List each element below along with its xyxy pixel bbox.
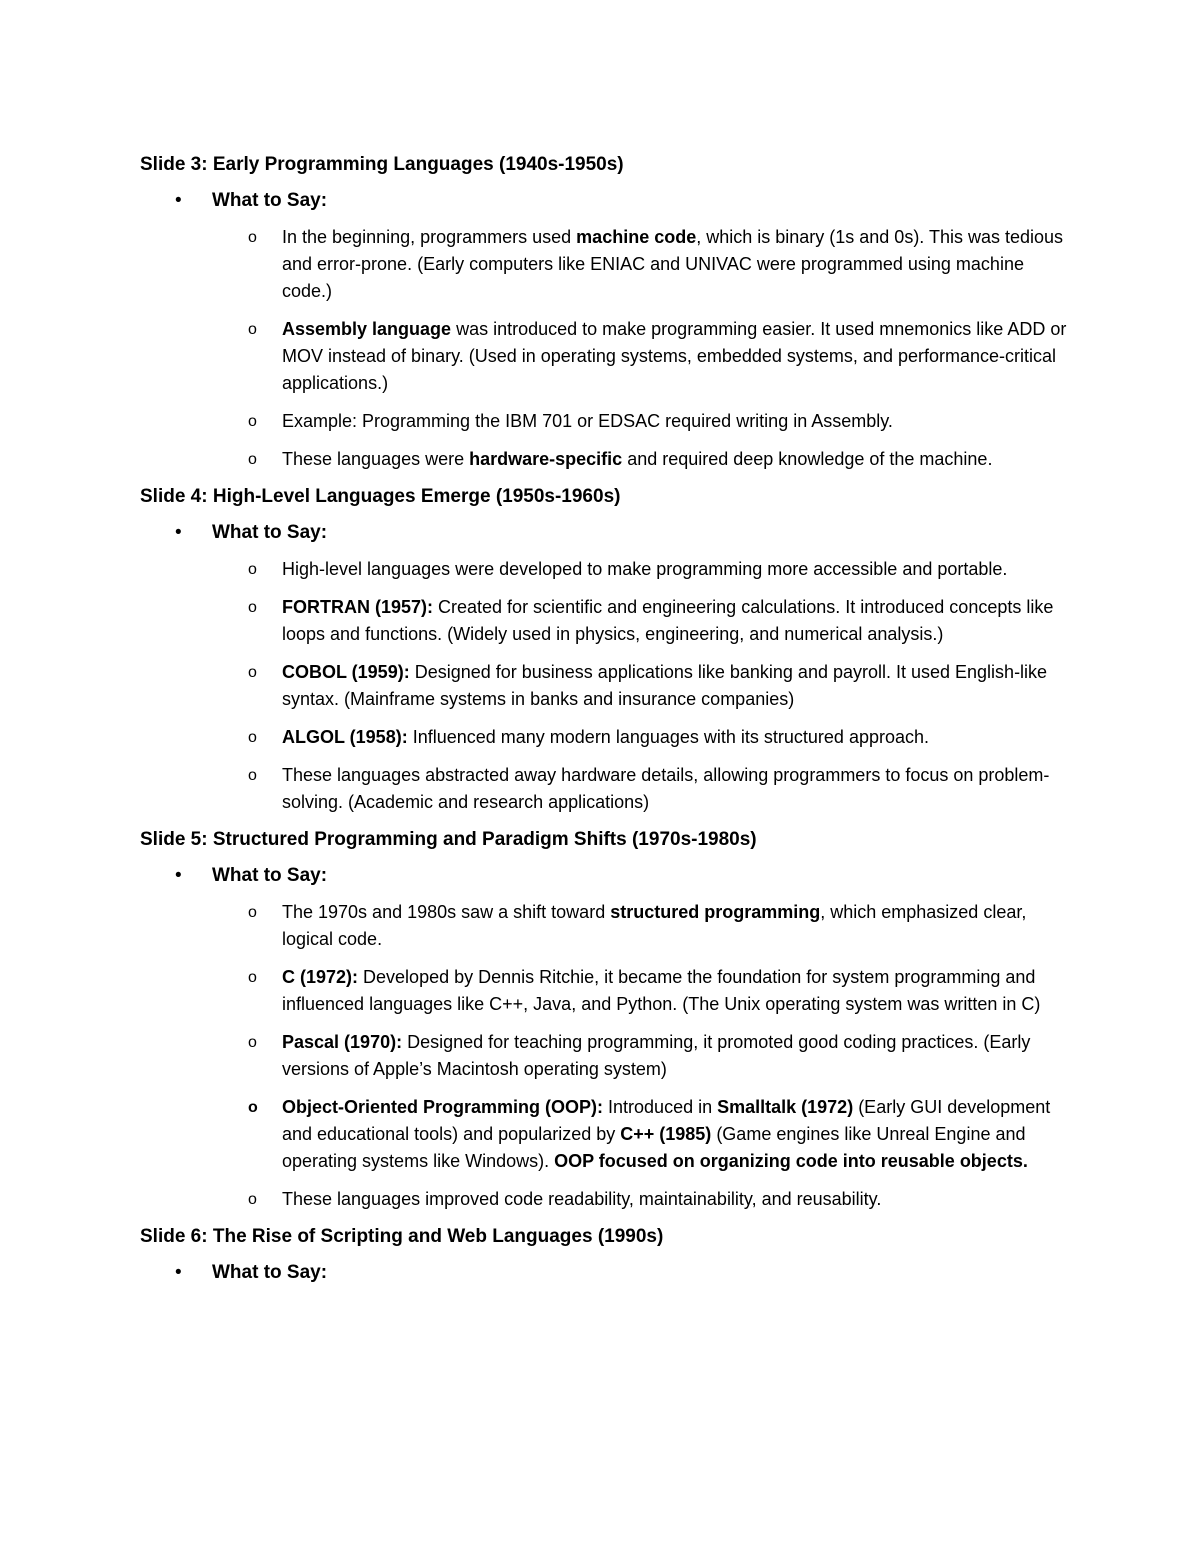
point-text: In the beginning, programmers used <box>282 227 577 247</box>
point-text: These languages improved code readability, maintainability, and reusability. <box>282 1189 882 1209</box>
slide-title: Slide 4: High-Level Languages Emerge (1950s-1960s) <box>140 486 621 507</box>
point-text: and required deep knowledge of the machine. <box>622 449 993 469</box>
talking-point <box>248 594 1070 648</box>
point-text: Introduced in <box>603 1097 718 1117</box>
talking-point <box>248 659 1070 713</box>
what-to-say-bullet: • What to Say: <box>212 1260 1070 1286</box>
point-text: These languages abstracted away hardware details, allowing programmers to focus on problem-solving. (Academic and research applications) <box>282 765 1050 812</box>
slide-section <box>140 152 1070 473</box>
talking-point <box>248 408 1070 435</box>
bold-term: C (1972): <box>282 967 359 987</box>
talking-point <box>248 446 1070 473</box>
point-text: Influenced many modern languages with its structured approach. <box>407 727 929 747</box>
sub-bullet-marker: o <box>248 1099 258 1116</box>
slide-section <box>140 1224 1070 1286</box>
sub-bullet-marker: o <box>248 664 257 681</box>
bold-term: structured programming <box>610 902 821 922</box>
bold-term: Pascal (1970): <box>282 1032 403 1052</box>
point-text: , which is binary (1s and 0s). This was tedious and error-prone. (Early computers like ENIAC and UNIVAC were programmed using machine code.) <box>282 227 1064 301</box>
point-text: was introduced to make programming easier. It used mnemonics like ADD or MOV instead of binary. (Used in operating systems, embedded systems, and performance-critical applications.) <box>282 319 1067 393</box>
talking-point <box>248 1094 1070 1175</box>
talking-point <box>248 556 1070 583</box>
sub-bullet-marker: o <box>248 904 257 921</box>
what-to-say-bullet: • What to Say: <box>212 188 1070 214</box>
talking-points-list <box>140 556 1070 816</box>
bold-term: OOP focused on organizing code into reusable objects. <box>554 1151 1028 1171</box>
point-text: High-level languages were developed to make programming more accessible and portable. <box>282 559 1008 579</box>
sub-bullet-marker: o <box>248 729 257 746</box>
point-text: Developed by Dennis Ritchie, it became the foundation for system programming and influenced languages like C++, Java, and Python. (The Unix operating system was written in C) <box>282 967 1041 1014</box>
slide-title: Slide 5: Structured Programming and Paradigm Shifts (1970s-1980s) <box>140 829 757 850</box>
document-page <box>140 152 1070 1296</box>
point-text: Designed for teaching programming, it promoted good coding practices. (Early versions of Apple’s Macintosh operating system) <box>282 1032 1031 1079</box>
point-text: (Game engines like Unreal Engine and operating systems like Windows). <box>282 1124 1026 1171</box>
talking-point <box>248 964 1070 1018</box>
talking-points-list <box>140 899 1070 1213</box>
bold-term: machine code <box>576 227 697 247</box>
talking-point <box>248 316 1070 397</box>
sub-bullet-marker: o <box>248 561 257 578</box>
bold-term: hardware-specific <box>469 449 623 469</box>
bold-term: COBOL (1959): <box>282 662 410 682</box>
talking-point <box>248 1029 1070 1083</box>
bold-term: Smalltalk (1972) <box>717 1097 854 1117</box>
talking-point <box>248 762 1070 816</box>
sub-bullet-marker: o <box>248 767 257 784</box>
bold-term: ALGOL (1958): <box>282 727 408 747</box>
point-text: , which emphasized clear, logical code. <box>282 902 1027 949</box>
what-to-say-bullet: • What to Say: <box>212 863 1070 889</box>
sub-bullet-marker: o <box>248 229 257 246</box>
point-text: (Early GUI development and educational tools) and popularized by <box>282 1097 1051 1144</box>
point-text: Example: Programming the IBM 701 or EDSAC required writing in Assembly. <box>282 411 893 431</box>
slide-title: Slide 6: The Rise of Scripting and Web Languages (1990s) <box>140 1226 664 1247</box>
talking-points-list <box>140 224 1070 473</box>
bold-term: Assembly language <box>282 319 452 339</box>
talking-point <box>248 1186 1070 1213</box>
sub-bullet-marker: o <box>248 413 257 430</box>
point-text: Created for scientific and engineering calculations. It introduced concepts like loops and functions. (Widely used in physics, engineering, and numerical analysis.) <box>282 597 1054 644</box>
talking-point <box>248 224 1070 305</box>
bold-term: Object-Oriented Programming (OOP): <box>282 1097 604 1117</box>
sub-bullet-marker: o <box>248 969 257 986</box>
talking-point <box>248 899 1070 953</box>
point-text: Designed for business applications like banking and payroll. It used English-like syntax. (Mainframe systems in banks and insurance companies) <box>282 662 1048 709</box>
sub-bullet-marker: o <box>248 599 257 616</box>
sub-bullet-marker: o <box>248 451 257 468</box>
slide-title: Slide 3: Early Programming Languages (1940s-1950s) <box>140 154 624 175</box>
slide-section <box>140 484 1070 816</box>
bold-term: FORTRAN (1957): <box>282 597 434 617</box>
talking-point <box>248 724 1070 751</box>
bold-term: C++ (1985) <box>620 1124 712 1144</box>
sub-bullet-marker: o <box>248 1034 257 1051</box>
sub-bullet-marker: o <box>248 1191 257 1208</box>
point-text: These languages were <box>282 449 470 469</box>
what-to-say-bullet: • What to Say: <box>212 520 1070 546</box>
point-text: The 1970s and 1980s saw a shift toward <box>282 902 611 922</box>
sub-bullet-marker: o <box>248 321 257 338</box>
slide-section <box>140 827 1070 1213</box>
